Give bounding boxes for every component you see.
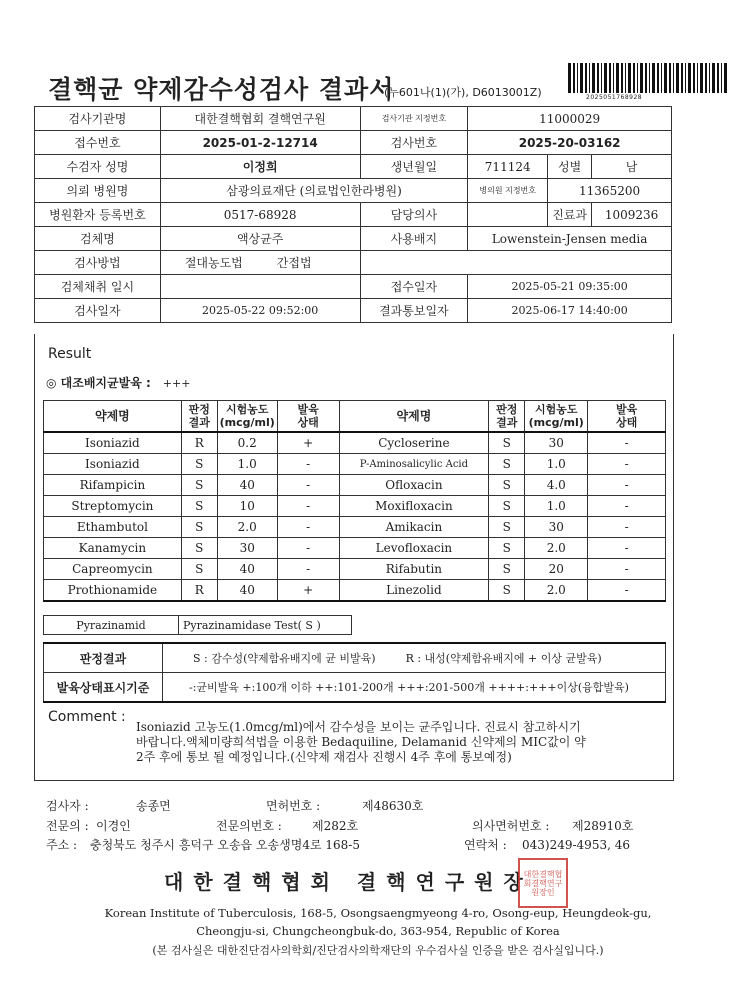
patient-reg-value: 0517-68928	[160, 203, 360, 227]
barcode-bar	[597, 63, 599, 93]
legend-table	[43, 642, 666, 703]
barcode-bar	[649, 63, 650, 93]
method-blank	[360, 251, 672, 275]
birth-value: 711124	[468, 155, 548, 179]
table-row: Isoniazid R 0.2 + Cycloserine S 30 -	[44, 432, 666, 454]
barcode-bar	[717, 63, 719, 93]
header-drug-2: 약제명	[339, 401, 489, 433]
barcode-bar	[652, 63, 655, 93]
legend-growth-label: 발육상태표시기준	[44, 673, 163, 703]
pyrazinamide-table	[43, 615, 352, 635]
barcode-bar	[669, 63, 671, 93]
barcode-bar	[645, 63, 647, 93]
header-growth-2: 발육 상태	[588, 401, 666, 433]
table-row: Capreomycin S 40 - Rifabutin S 20 -	[44, 559, 666, 580]
name-label: 수검자 성명	[35, 155, 161, 179]
barcode-bar	[616, 63, 619, 93]
header-concentration-2: 시험농도 (mcg/ml)	[525, 401, 588, 433]
barcode-bar	[664, 63, 667, 93]
footer-specialist: 전문의 : 이경인 전문의번호 : 제282호 의사면허번호 : 제28910호	[46, 819, 634, 833]
table-row: Rifampicin S 40 - Ofloxacin S 4.0 -	[44, 475, 666, 496]
header-judgement-2: 판정 결과	[489, 401, 525, 433]
lab-id-label: 검사기관 지정번호	[360, 107, 468, 131]
barcode-bar	[697, 63, 698, 93]
document-code: (누601나(1)(가), D6013001Z)	[384, 86, 542, 99]
specimen-value: 액상균주	[160, 227, 360, 251]
sex-value: 남	[592, 155, 672, 179]
received-value: 2025-05-21 09:35:00	[468, 275, 672, 299]
patient-info-table	[34, 106, 672, 323]
barcode-bar	[685, 63, 686, 93]
lab-value: 대한결핵협회 결핵연구원	[160, 107, 360, 131]
table-row: Streptomycin S 10 - Moxifloxacin S 1.0 -	[44, 496, 666, 517]
control-growth	[46, 374, 190, 391]
barcode-bar	[637, 63, 638, 93]
lab-label: 검사기관명	[35, 107, 161, 131]
barcode-bar	[693, 63, 695, 93]
pza-label: Pyrazinamid	[44, 616, 179, 635]
table-row: Prothionamide R 40 + Linezolid S 2.0 -	[44, 580, 666, 602]
test-date-label: 검사일자	[35, 299, 161, 323]
barcode-bar	[625, 63, 626, 93]
barcode-bar	[577, 63, 578, 93]
barcode-bar	[580, 63, 583, 93]
barcode-bar	[628, 63, 631, 93]
barcode-bar	[681, 63, 683, 93]
organization-address-en-2: Cheongju-si, Chungcheongbuk-do, 363-954, Republic of Korea	[196, 924, 560, 938]
table-row: Isoniazid S 1.0 - P-Aminosalicylic Acid S 1.0 -	[44, 454, 666, 475]
test-no-label: 검사번호	[360, 131, 468, 155]
test-date-value: 2025-05-22 09:52:00	[160, 299, 360, 323]
organization-address-en-1: Korean Institute of Tuberculosis, 168-5, Osongsaengmyeong 4-ro, Osong-eup, Heungdeok-gu,	[104, 906, 652, 920]
hospital-label: 의뢰 병원명	[35, 179, 161, 203]
drug-susceptibility-table	[43, 400, 666, 602]
control-growth-value: +++	[162, 377, 191, 390]
legend-growth-value: -:균비발육 +:100개 이하 ++:101-200개 +++:201-500개 ++++:+++이상(융합발육)	[163, 673, 666, 703]
doctor-value	[468, 203, 548, 227]
barcode-bar	[621, 63, 623, 93]
comment-label: Comment :	[48, 709, 126, 725]
barcode-bar	[676, 63, 679, 93]
result-label: Result	[48, 346, 92, 362]
lab-id-value: 11000029	[468, 107, 672, 131]
collect-value	[160, 275, 360, 299]
barcode-bar	[589, 63, 590, 93]
medium-label: 사용배지	[360, 227, 468, 251]
report-date-value: 2025-06-17 14:40:00	[468, 299, 672, 323]
barcode-bar	[712, 63, 715, 93]
doctor-label: 담당의사	[360, 203, 468, 227]
barcode-number: 2025051768928	[586, 94, 643, 101]
barcode-bar	[613, 63, 614, 93]
barcode-bar	[705, 63, 707, 93]
barcode-bar	[640, 63, 643, 93]
barcode-bar	[661, 63, 662, 93]
sex-label: 성별	[548, 155, 592, 179]
organization-name: 대한결핵협회 결핵연구원장	[164, 870, 533, 894]
barcode-bar	[724, 63, 727, 93]
hospital-id-value: 11365200	[548, 179, 672, 203]
hospital-id-label: 병의원 지정번호	[468, 179, 548, 203]
barcode-bar	[700, 63, 703, 93]
dept-label: 진료과	[548, 203, 592, 227]
certification-note: (본 검사실은 대한진단검사의학회/진단검사의학재단의 우수검사실 인증을 받은 검사실입니다.)	[152, 944, 604, 957]
barcode-bar	[604, 63, 607, 93]
barcode-bar	[585, 63, 587, 93]
birth-label: 생년월일	[360, 155, 468, 179]
footer-address: 주소 : 충청북도 청주시 흥덕구 오송읍 오송생명4로 168-5 연락처 : 043)249-4953, 46	[46, 838, 630, 852]
barcode-bar	[657, 63, 659, 93]
received-label: 접수일자	[360, 275, 468, 299]
hospital-value: 삼광의료재단 (의료법인한라병원)	[160, 179, 467, 203]
report-date-label: 결과통보일자	[360, 299, 468, 323]
method-value-2: 간접법	[276, 256, 312, 270]
header-concentration: 시험농도 (mcg/ml)	[217, 401, 277, 433]
method-value	[160, 251, 360, 275]
barcode-bar	[688, 63, 691, 93]
collect-label: 검체채취 일시	[35, 275, 161, 299]
barcode	[568, 63, 728, 93]
barcode-bar	[673, 63, 674, 93]
legend-judgement-label: 판정결과	[44, 643, 163, 673]
official-seal: 대한결핵협회결핵연구원장인	[518, 858, 568, 908]
header-growth: 발육 상태	[277, 401, 339, 433]
legend-judgement-value: S : 감수성(약제함유배지에 균 비발육) R : 내성(약제함유배지에 + 이상 균발육)	[163, 643, 666, 673]
barcode-bar	[568, 63, 571, 93]
barcode-bar	[573, 63, 575, 93]
comment-text: Isoniazid 고농도(1.0mcg/ml)에서 감수성을 보이는 균주입니다. 진료시 참고하시기 바랍니다.액체미량희석법을 이용한 Bedaquiline, Delamanid 신약제의 MIC값이 약 2주 후에 통보 될 예정입니다.(신약제 재검사 진행시 4주 후에 통보예정)	[136, 720, 586, 764]
barcode-bar	[709, 63, 710, 93]
test-no-value: 2025-20-03162	[468, 131, 672, 155]
header-drug: 약제명	[44, 401, 182, 433]
receipt-label: 접수번호	[35, 131, 161, 155]
barcode-bar	[633, 63, 635, 93]
document-title: 결핵균 약제감수성검사 결과서	[48, 75, 395, 104]
barcode-bar	[601, 63, 602, 93]
pza-value: Pyrazinamidase Test( S )	[179, 616, 352, 635]
barcode-bar	[721, 63, 722, 93]
dept-value: 1009236	[592, 203, 672, 227]
patient-reg-label: 병원환자 등록번호	[35, 203, 161, 227]
medium-value: Lowenstein-Jensen media	[468, 227, 672, 251]
name-value: 이정희	[160, 155, 360, 179]
method-value-1: 절대농도법	[184, 256, 243, 270]
footer-tester: 검사자 : 송종면 면허번호 : 제48630호	[46, 799, 424, 813]
header-judgement: 판정 결과	[181, 401, 217, 433]
table-row: Ethambutol S 2.0 - Amikacin S 30 -	[44, 517, 666, 538]
specimen-label: 검체명	[35, 227, 161, 251]
control-growth-label: ◎ 대조배지균발육 :	[46, 376, 151, 390]
barcode-bar	[609, 63, 611, 93]
method-label: 검사방법	[35, 251, 161, 275]
barcode-bar	[592, 63, 595, 93]
table-row: Kanamycin S 30 - Levofloxacin S 2.0 -	[44, 538, 666, 559]
receipt-value: 2025-01-2-12714	[160, 131, 360, 155]
